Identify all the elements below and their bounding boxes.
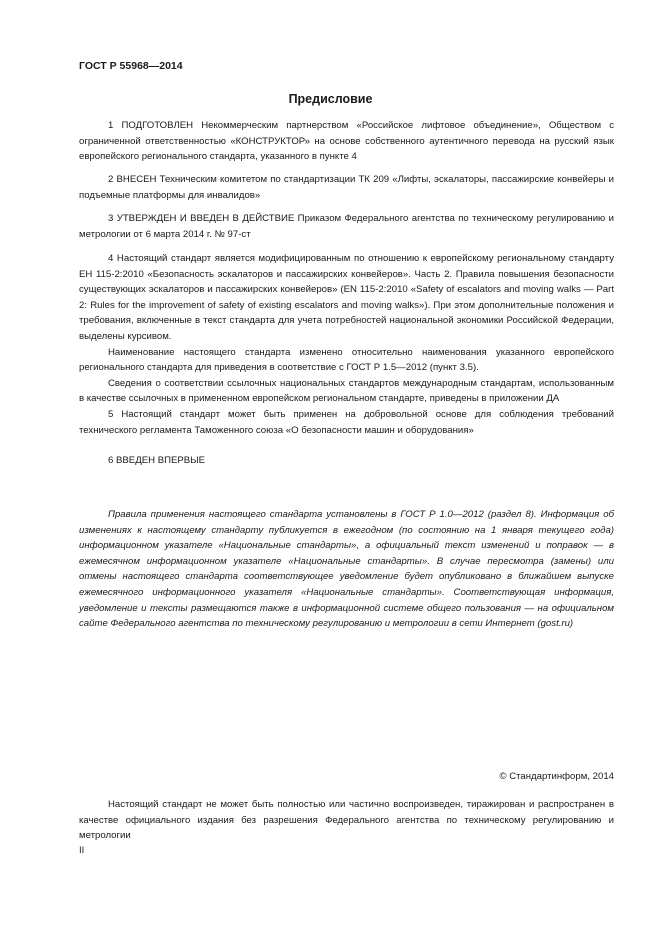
application-rules-notice: Правила применения настоящего стандарта установлены в ГОСТ Р 1.0—2012 (раздел 8). Информация об изменениях к настоящему стандарту публикуется в ежегодном (по состоянию на 1 января текущего года) информационном указателе «Национальные стандарты», а официальный текст изменений и поправок — в ежемесячном информационном указателе «Национальные стандарты». В случае пересмотра (замены) или отмены настоящего стандарта соответствующее уведомление будет опубликовано в ближайшем выпуске ежемесячного информационного указателя «Национальные стандарты». Соответствующая информация, уведомление и тексты размещаются также в информационной системе общего пользования — на официальном сайте Федерального агентства по техническому регулированию и метрологии в сети Интернет (gost.ru) [79,509,614,630]
item-1-prepared: 1 ПОДГОТОВЛЕН Некоммерческим партнерством «Российское лифтовое объединение», Обществом с ограниченной ответственностью «КОНСТРУКТОР» на основе собственного аутентичного перевода на русский язык европейского регионального стандарта, указанного в пункте 4 [79,120,614,163]
page-title: Предисловие [288,92,373,106]
item-4-paragraph-2: Наименование настоящего стандарта изменено относительно наименования указанного европейского регионального стандарта для приведения в соответствие с ГОСТ Р 1.5—2012 (пункт 3.5). [79,346,614,374]
item-5-voluntary: 5 Настоящий стандарт может быть применен на добровольной основе для соблюдения требований технического регламента Таможенного союза «О безопасности машин и оборудования» [79,409,614,436]
item-4-paragraph-3: Сведения о соответствии ссылочных национальных стандартов международным стандартам, использованным в качестве ссылочных в примененном европейском региональном стандарте, приведены в приложении ДА [79,377,614,405]
document-code: ГОСТ Р 55968—2014 [79,60,183,72]
item-6-introduced: 6 ВВЕДЕН ВПЕРВЫЕ [108,455,206,466]
item-2-submitted: 2 ВНЕСЕН Техническим комитетом по стандартизации ТК 209 «Лифты, эскалаторы, пассажирские конвейеры и подъемные платформы для инвалидов» [79,174,614,201]
item-4-modified [79,251,614,407]
item-4-paragraph-1: 4 Настоящий стандарт является модифицированным по отношению к европейскому региональному стандарту ЕН 115-2:2010 «Безопасность эскалаторов и пассажирских конвейеров». Часть 2. Правила повышения безопасности существующих эскалаторов и пассажирских конвейеров» (EN 115-2:2010 «Safety of escalators and moving walks — Part 2: Rules for the improvement of safety of existing escalators and moving walks»). При этом дополнительные положения и требования, включенные в текст стандарта для учета потребностей национальной экономики Российской Федерации, выделены курсивом. [79,253,614,342]
copyright: © Стандартинформ, 2014 [499,771,614,782]
reproduction-restriction: Настоящий стандарт не может быть полностью или частично воспроизведен, тиражирован и распространен в качестве официального издания без разрешения Федерального агентства по техническому регулированию и метрологии [79,799,614,842]
item-3-approved: 3 УТВЕРЖДЕН И ВВЕДЕН В ДЕЙСТВИЕ Приказом Федерального агентства по техническому регулированию и метрологии от 6 марта 2014 г. № 97-ст [79,213,614,240]
page-number: II [79,845,85,856]
